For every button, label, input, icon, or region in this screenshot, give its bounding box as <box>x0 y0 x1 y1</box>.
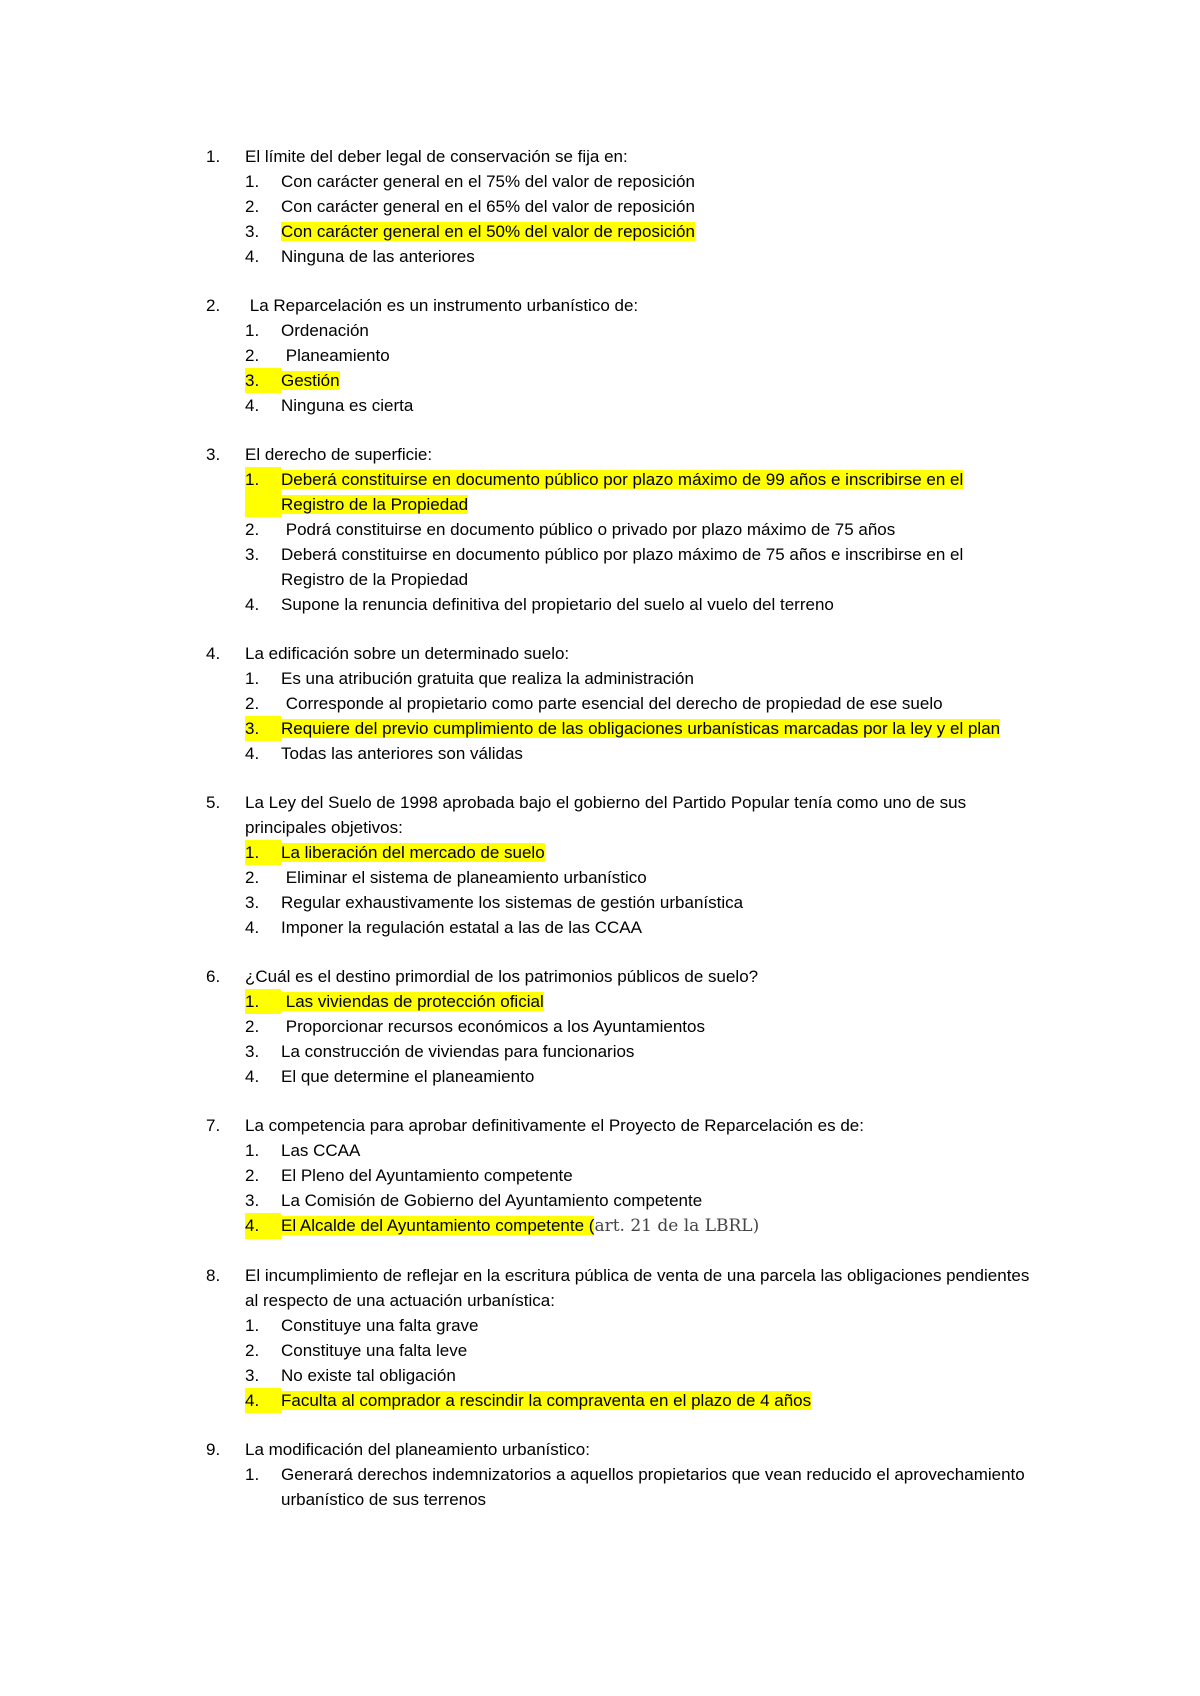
option-text: Deberá constituirse en documento público por plazo máximo de 75 años e inscribirse en el Registro de la Propiedad <box>281 545 964 589</box>
highlighted-answer: El Alcalde del Ayuntamiento competente <box>281 1216 585 1235</box>
option-number: 4. <box>245 1213 281 1239</box>
question-text: La competencia para aprobar definitivamente el Proyecto de Reparcelación es de: <box>245 1116 864 1135</box>
question-stem <box>206 964 1046 989</box>
legal-reference-note: art. 21 de la LBRL) <box>594 1216 760 1236</box>
option-number: 3. <box>245 545 260 564</box>
question-stem <box>206 442 1046 467</box>
option-text: Ninguna es cierta <box>281 396 414 415</box>
answer-option <box>206 244 1046 269</box>
answer-option-correct <box>206 840 1046 865</box>
highlighted-answer: Las viviendas de protección oficial <box>281 992 544 1011</box>
question-text: El incumplimiento de reflejar en la escritura pública de venta de una parcela las obligaciones pendientes al respecto de una actuación urbanística: <box>245 1266 1030 1310</box>
option-number: 1. <box>245 467 281 517</box>
answer-option <box>206 194 1046 219</box>
answer-option <box>206 1014 1046 1039</box>
answer-option <box>206 1462 1046 1512</box>
question-stem <box>206 144 1046 169</box>
option-text: Ninguna de las anteriores <box>281 247 475 266</box>
question-number: 1. <box>206 147 221 166</box>
question <box>206 1113 1046 1239</box>
question-number: 9. <box>206 1440 221 1459</box>
option-text: Constituye una falta leve <box>281 1341 468 1360</box>
option-text: Las CCAA <box>281 1141 361 1160</box>
answer-option <box>206 517 1046 542</box>
option-number: 3. <box>245 1366 260 1385</box>
answer-option <box>206 1138 1046 1163</box>
question-text: El derecho de superficie: <box>245 445 433 464</box>
question-stem <box>206 1263 1046 1313</box>
answer-option <box>206 865 1046 890</box>
option-number: 3. <box>245 368 281 393</box>
option-number: 4. <box>245 396 260 415</box>
question-text: La edificación sobre un determinado suelo: <box>245 644 570 663</box>
answer-option-correct <box>206 368 1046 393</box>
answer-option-correct <box>206 989 1046 1014</box>
option-number: 1. <box>245 669 260 688</box>
question-number: 7. <box>206 1116 221 1135</box>
option-number: 1. <box>245 1316 260 1335</box>
answer-option <box>206 915 1046 940</box>
question <box>206 1263 1046 1413</box>
question-stem <box>206 790 1046 840</box>
option-number: 3. <box>245 222 260 241</box>
option-text: Generará derechos indemnizatorios a aquellos propietarios que vean reducido el aprovechamiento urbanístico de sus terrenos <box>281 1465 1025 1509</box>
option-text: Corresponde al propietario como parte esencial del derecho de propiedad de ese suelo <box>281 694 943 713</box>
option-text: Podrá constituirse en documento público o privado por plazo máximo de 75 años <box>281 520 896 539</box>
answer-option <box>206 1064 1046 1089</box>
option-number: 2. <box>245 520 260 539</box>
answer-option <box>206 691 1046 716</box>
option-text: Con carácter general en el 75% del valor de reposición <box>281 172 695 191</box>
highlighted-answer: Faculta al comprador a rescindir la compraventa en el plazo de 4 años <box>281 1391 812 1410</box>
answer-option <box>206 1363 1046 1388</box>
option-text: La construcción de viviendas para funcionarios <box>281 1042 635 1061</box>
highlighted-answer: Requiere del previo cumplimiento de las obligaciones urbanísticas marcadas por la ley y el plan <box>281 719 1001 738</box>
question <box>206 442 1046 617</box>
option-number: 2. <box>245 1341 260 1360</box>
option-number: 4. <box>245 918 260 937</box>
question-text: ¿Cuál es el destino primordial de los patrimonios públicos de suelo? <box>245 967 759 986</box>
option-number: 1. <box>245 1465 260 1484</box>
option-text: La Comisión de Gobierno del Ayuntamiento competente <box>281 1191 703 1210</box>
answer-option <box>206 343 1046 368</box>
answer-option <box>206 1039 1046 1064</box>
option-number: 1. <box>245 172 260 191</box>
option-number: 1. <box>245 989 281 1014</box>
option-text: No existe tal obligación <box>281 1366 456 1385</box>
answer-option <box>206 1338 1046 1363</box>
option-number: 4. <box>245 1388 281 1413</box>
option-text: Supone la renuncia definitiva del propietario del suelo al vuelo del terreno <box>281 595 834 614</box>
question-text: La modificación del planeamiento urbanístico: <box>245 1440 590 1459</box>
answer-option <box>206 592 1046 617</box>
answer-option <box>206 741 1046 766</box>
option-text: Es una atribución gratuita que realiza la administración <box>281 669 694 688</box>
option-number: 1. <box>245 321 260 340</box>
option-number: 3. <box>245 1042 260 1061</box>
option-number: 2. <box>245 1017 260 1036</box>
question-number: 8. <box>206 1266 221 1285</box>
question-stem <box>206 1437 1046 1462</box>
answer-option <box>206 1313 1046 1338</box>
question <box>206 1437 1046 1512</box>
question-number: 3. <box>206 445 221 464</box>
question <box>206 790 1046 940</box>
option-text: Eliminar el sistema de planeamiento urbanístico <box>281 868 647 887</box>
option-text: Planeamiento <box>281 346 390 365</box>
answer-option-correct <box>206 1388 1046 1413</box>
question-list <box>206 144 1046 1536</box>
option-number: 3. <box>245 893 260 912</box>
option-number: 2. <box>245 346 260 365</box>
question <box>206 641 1046 766</box>
option-text: Regular exhaustivamente los sistemas de gestión urbanística <box>281 893 744 912</box>
option-text: Constituye una falta grave <box>281 1316 479 1335</box>
answer-option <box>206 318 1046 343</box>
option-number: 3. <box>245 716 281 741</box>
option-text: Imponer la regulación estatal a las de las CCAA <box>281 918 642 937</box>
question-text: La Ley del Suelo de 1998 aprobada bajo el gobierno del Partido Popular tenía como uno de sus principales objetivos: <box>245 793 967 837</box>
answer-option-correct <box>206 467 1046 517</box>
option-number: 4. <box>245 595 260 614</box>
answer-option <box>206 1188 1046 1213</box>
answer-option-correct <box>206 1213 1046 1239</box>
question <box>206 293 1046 418</box>
answer-option-correct <box>206 219 1046 244</box>
note-paren: ( <box>584 1216 595 1235</box>
option-text: El que determine el planeamiento <box>281 1067 535 1086</box>
question-stem <box>206 1113 1046 1138</box>
option-number: 2. <box>245 1166 260 1185</box>
highlighted-answer: Deberá constituirse en documento público por plazo máximo de 99 años e inscribirse en el Registro de la Propiedad <box>281 470 964 514</box>
option-number: 4. <box>245 744 260 763</box>
answer-option <box>206 666 1046 691</box>
option-text: Ordenación <box>281 321 369 340</box>
question <box>206 964 1046 1089</box>
question-stem <box>206 293 1046 318</box>
question-stem <box>206 641 1046 666</box>
highlighted-answer: Con carácter general en el 50% del valor de reposición <box>281 222 695 241</box>
option-text: Todas las anteriores son válidas <box>281 744 523 763</box>
option-text: Con carácter general en el 65% del valor de reposición <box>281 197 695 216</box>
option-number: 4. <box>245 247 260 266</box>
answer-option <box>206 542 1046 592</box>
answer-option-correct <box>206 716 1046 741</box>
option-text: Proporcionar recursos económicos a los Ayuntamientos <box>281 1017 705 1036</box>
answer-option <box>206 1163 1046 1188</box>
highlighted-answer: Gestión <box>281 371 340 390</box>
option-number: 2. <box>245 197 260 216</box>
option-number: 3. <box>245 1191 260 1210</box>
highlighted-answer: La liberación del mercado de suelo <box>281 843 545 862</box>
question-number: 4. <box>206 644 221 663</box>
option-number: 1. <box>245 840 281 865</box>
question-number: 5. <box>206 793 221 812</box>
answer-option <box>206 890 1046 915</box>
option-number: 2. <box>245 694 260 713</box>
option-number: 2. <box>245 868 260 887</box>
answer-option <box>206 169 1046 194</box>
question-number: 6. <box>206 967 221 986</box>
option-text: El Pleno del Ayuntamiento competente <box>281 1166 573 1185</box>
question-text: El límite del deber legal de conservación se fija en: <box>245 147 628 166</box>
option-number: 1. <box>245 1141 260 1160</box>
question-number: 2. <box>206 296 221 315</box>
option-number: 4. <box>245 1067 260 1086</box>
question-text: La Reparcelación es un instrumento urbanístico de: <box>245 296 639 315</box>
question <box>206 144 1046 269</box>
answer-option <box>206 393 1046 418</box>
